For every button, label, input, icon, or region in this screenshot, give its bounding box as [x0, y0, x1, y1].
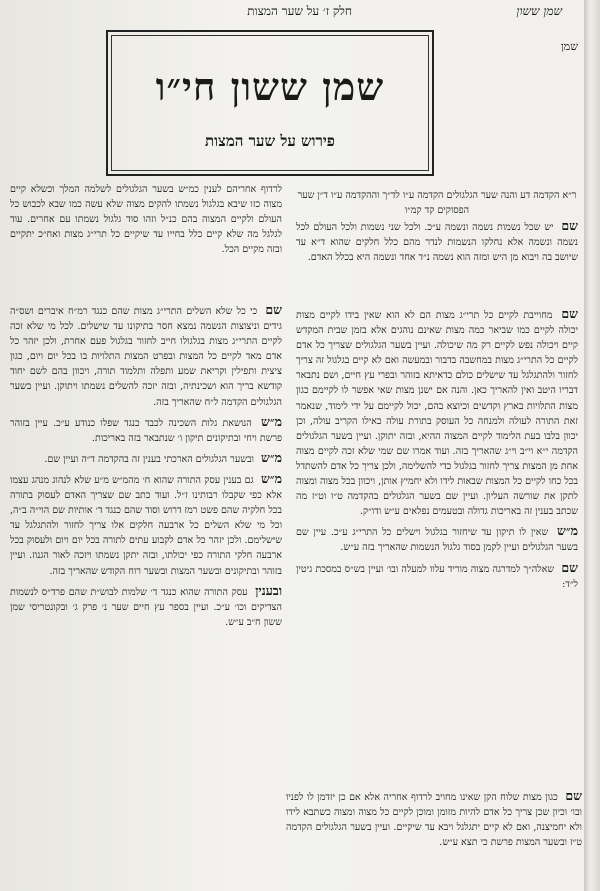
right-top-header-line: ר״א הקדמה דע והנה שער הגלגולים הקדמה ע״ו לד״ך וההקדמה ע״ו ד״ן שער הפסוקים קד קמ״ו [297, 190, 577, 217]
bottom-block [286, 788, 582, 888]
paragraph-text: מחוייבת לקיים כל תרי״ג מצות הם לא הוא שאין בידו לקיים מצות יכולה לקיים כמו שביאר כמה מצות שאינם נוהגים אלא בזמן שבית המקדש קיים ויכולה נפש לקיים רק מה שיכולה. ועיין בשער הגלגולים שצריך כל אדם לקיים כל התרי״ג מצות במחשבה בדבור ובמעשה ואם לא קיים בגלגול זה צריך לחזור ולהתגלגל עד שישלים כולם כדאיתא בזוהר ובפרי עץ חיים, ושם נתבאר דבריו היטב ואין להאריך כאן. והנה אם ישנן מצות שאי אפשר לו לקיימם כגון מצות התלויות בארץ וקדשים וכיוצא בהם, יכול לקיימם על ידי לימוד, שנאמר זאת התורה לעולה ולמנחה כל העוסק בתורת עולה כאילו הקריב עולה, וכן יכוון בלבו בעת הלימוד לקיים המצוה ההיא, ובזה יתוקן. ועיין בשער הגלגולים הקדמה י״א וי״ב וי״ג שהאריך בזה. ועוד אמרו שם שמי שלא זכה לקיים מצוה אחת מן המצות צריך לחזור בגלגול כדי להשלימה, ולכן צריך כל אדם להשתדל בכל כחו לקיים כל המצות שבאות לידו ולא יחמיץ אותן, ויכוון בכל מצוה ומצוה לתקן את שורשה העליון. ועיין שם בשער הגלגולים בהקדמה ט״ו וט״ז מה שכתב בענין זה באריכות גדולה ובטעמים נפלאים ע״ש ודו״ק. [296, 310, 578, 518]
paragraph-lead-word: שם [561, 218, 578, 234]
paragraph-lead-word: מ״ש [556, 523, 578, 539]
paragraph-lead-word: מ״ש [261, 413, 282, 429]
page-edge [584, 0, 600, 891]
paragraph-text: ובשער הגלגולים הארכתי בענין זה בהקדמה ד״ה ועיין שם. [44, 453, 254, 465]
paragraph-lead-word: שם [561, 306, 578, 321]
paragraph-text: גם בענין עסק התורה שהוא ח׳ מהמ״ש מ״ע שלא לנהוג מנהג עצמו אלא כפי שקבלו רבותינו ז״ל. ועוד כתב שם שצריך האדם לעסוק בתורה בכל חלקיה שהם פשט רמז דרוש וסוד שהם כנגד ד׳ אותיות שם הוי״ה ב״ה, וכל מי שלא השלים כל ארבעה חלקים אלו צריך לחזור ולהתגלגל עד שישלימם. ולכן יזהר כל אדם לקבוע עתים לתורה בכל יום ויום ולעסוק בכל ארבעה חלקי התורה כפי יכולתו, ובזה יתקן נשמתו ויזכה לאור הגנוז. ועיין בזוהר ובתיקונים ובשער המצות ובשער רוח הקודש שהאריך בזה. [10, 474, 282, 577]
paragraph-text: יש שכל נשמות נשמה ונשמה ע״כ. ולכל שני נשמות ולכל העולם לכל נשמה ונשמה אלא נחלקו הנשמות לנדר מהם כלל חלקים שהוא ד״א עד שיושב בה ויבוא מן היש ומזה הוא נשמה נ״ד אחד ונשמה היא בכלל האדם. [296, 222, 578, 264]
paragraph-lead-word: שם [565, 788, 582, 803]
paragraph [10, 302, 282, 410]
paragraph [10, 471, 282, 579]
paragraph-lead-word: שם [265, 302, 282, 317]
left-column [10, 302, 282, 792]
paragraph [296, 560, 578, 592]
paragraph-lead-word: שם [561, 559, 578, 575]
paragraph-lead-word: מ״ש [260, 449, 282, 465]
paragraph [296, 306, 578, 519]
paragraph-lead-word: ובענין [255, 582, 282, 598]
paragraph-text: כי כל שלא השלים התרי״ג מצות שהם כנגד רמ״ח איברים ושס״ה גידים וניצוצות הנשמה נמצא חסר בתיקונו עד שישלים. לכל מי שלא זכה לקיים התרי״ג מצות בגלגולו חייב לחזור בגלגול פעם אחרת, ולכן יזהר כל אדם מאד לקיים כל המצות ובפרט המצות התלויות בו בכל יום ויום, כגון ציצית ותפילין וקריאת שמע ותפלה ותלמוד תורה, ויכוון בהם לשם יחוד קודשא בריך הוא ושכינתיה, ובזה יזכה להשלים נשמתו ויתוקן. ועיין בשער הגלגולים הקדמה ל״ח שהאריך בזה. [10, 306, 282, 408]
page-title: שמן ששון חי״ו [155, 64, 385, 109]
page-subtitle: פירוש על שער המצות [205, 132, 335, 150]
paragraph-text: הנושאת גלות השכינה לכבד כנגד שפלו כנודע ע״כ. עיין בזוהר פרשת ויחי ובתיקונים תיקון ו׳ שנתבאר בזה באריכות. [10, 417, 282, 444]
running-head-folio: שמן ששון [516, 4, 562, 18]
running-head-part: חלק ז׳ על שער המצות [247, 4, 352, 18]
paragraph-text: כגון מצות שלוח הקן שאינו מחויב לרדוף אחריה אלא אם כן יזדמן לו לפניו ובו׳ וכיון שכן צריך כל אדם להיות מזומן ומוכן לקיים כל מצוה ומצוה כשתבא לידו ולא יחמיצנה, ואם לא קיים יתגלגל ויבא עד שיקיים. ועיין בשער הגלגולים הקדמה ט״ז ובשער המצות פרשת כי תצא ע״ש. [286, 792, 582, 849]
paragraph-lead-word: מ״ש [260, 470, 282, 486]
right-top-column [296, 188, 578, 306]
title-box [106, 30, 578, 176]
title-folio: שמן [560, 40, 578, 53]
paragraph-text: שאלה״ך למדרגה מצוה מוריד עלוו למעלה ובו׳ ועיין בש״ס במסכת גיטין ל״ד: [296, 563, 578, 590]
paragraph [10, 414, 282, 446]
paragraph [10, 583, 282, 630]
left-top-column [10, 182, 282, 302]
paragraph [296, 523, 578, 555]
running-head [14, 4, 562, 24]
paragraph-text: שאין לו תיקון עד שיחזור בגלגול וישלים כל התרי״ג ע״כ. עיין שם בשער הגלגולים ועיין לקמן בסוד גלגול הנשמות שהאריך בזה ע״ש. [296, 527, 578, 554]
paragraph [10, 450, 282, 467]
paragraph [286, 788, 582, 850]
left-top-text: לרדוף אחריהם לענין כמ״ש בשער הגלגולים לשלמה המלך וכשלא קיים מצוה כזו שיבא בגלגול נשמתו להקים מצוה שלא עשה כמו שבא לכבוש כל העולם ולקיים המצוה בהם כנ״ל וזהו סוד גלגול נשמתו עם אחרים. עוד לגלגל מה שלא קיים כלל בחייו עד שיקיים כל תרי״ג מצות ואח״כ יתקיים ובזה מקיים הכל. [10, 184, 282, 256]
paragraph [296, 218, 578, 265]
right-column [296, 306, 578, 794]
paragraph-text: עסק התורה שהוא כנגד ד׳ שלמות לבוש״ת שהם פרד״ס לנשמות הצדיקים וכו׳ ע״כ. ועיין בספר עץ חיים שער נ׳ פרק ג׳ ובקונטריסי שמן ששון ח״ב ע״ש. [10, 586, 282, 628]
